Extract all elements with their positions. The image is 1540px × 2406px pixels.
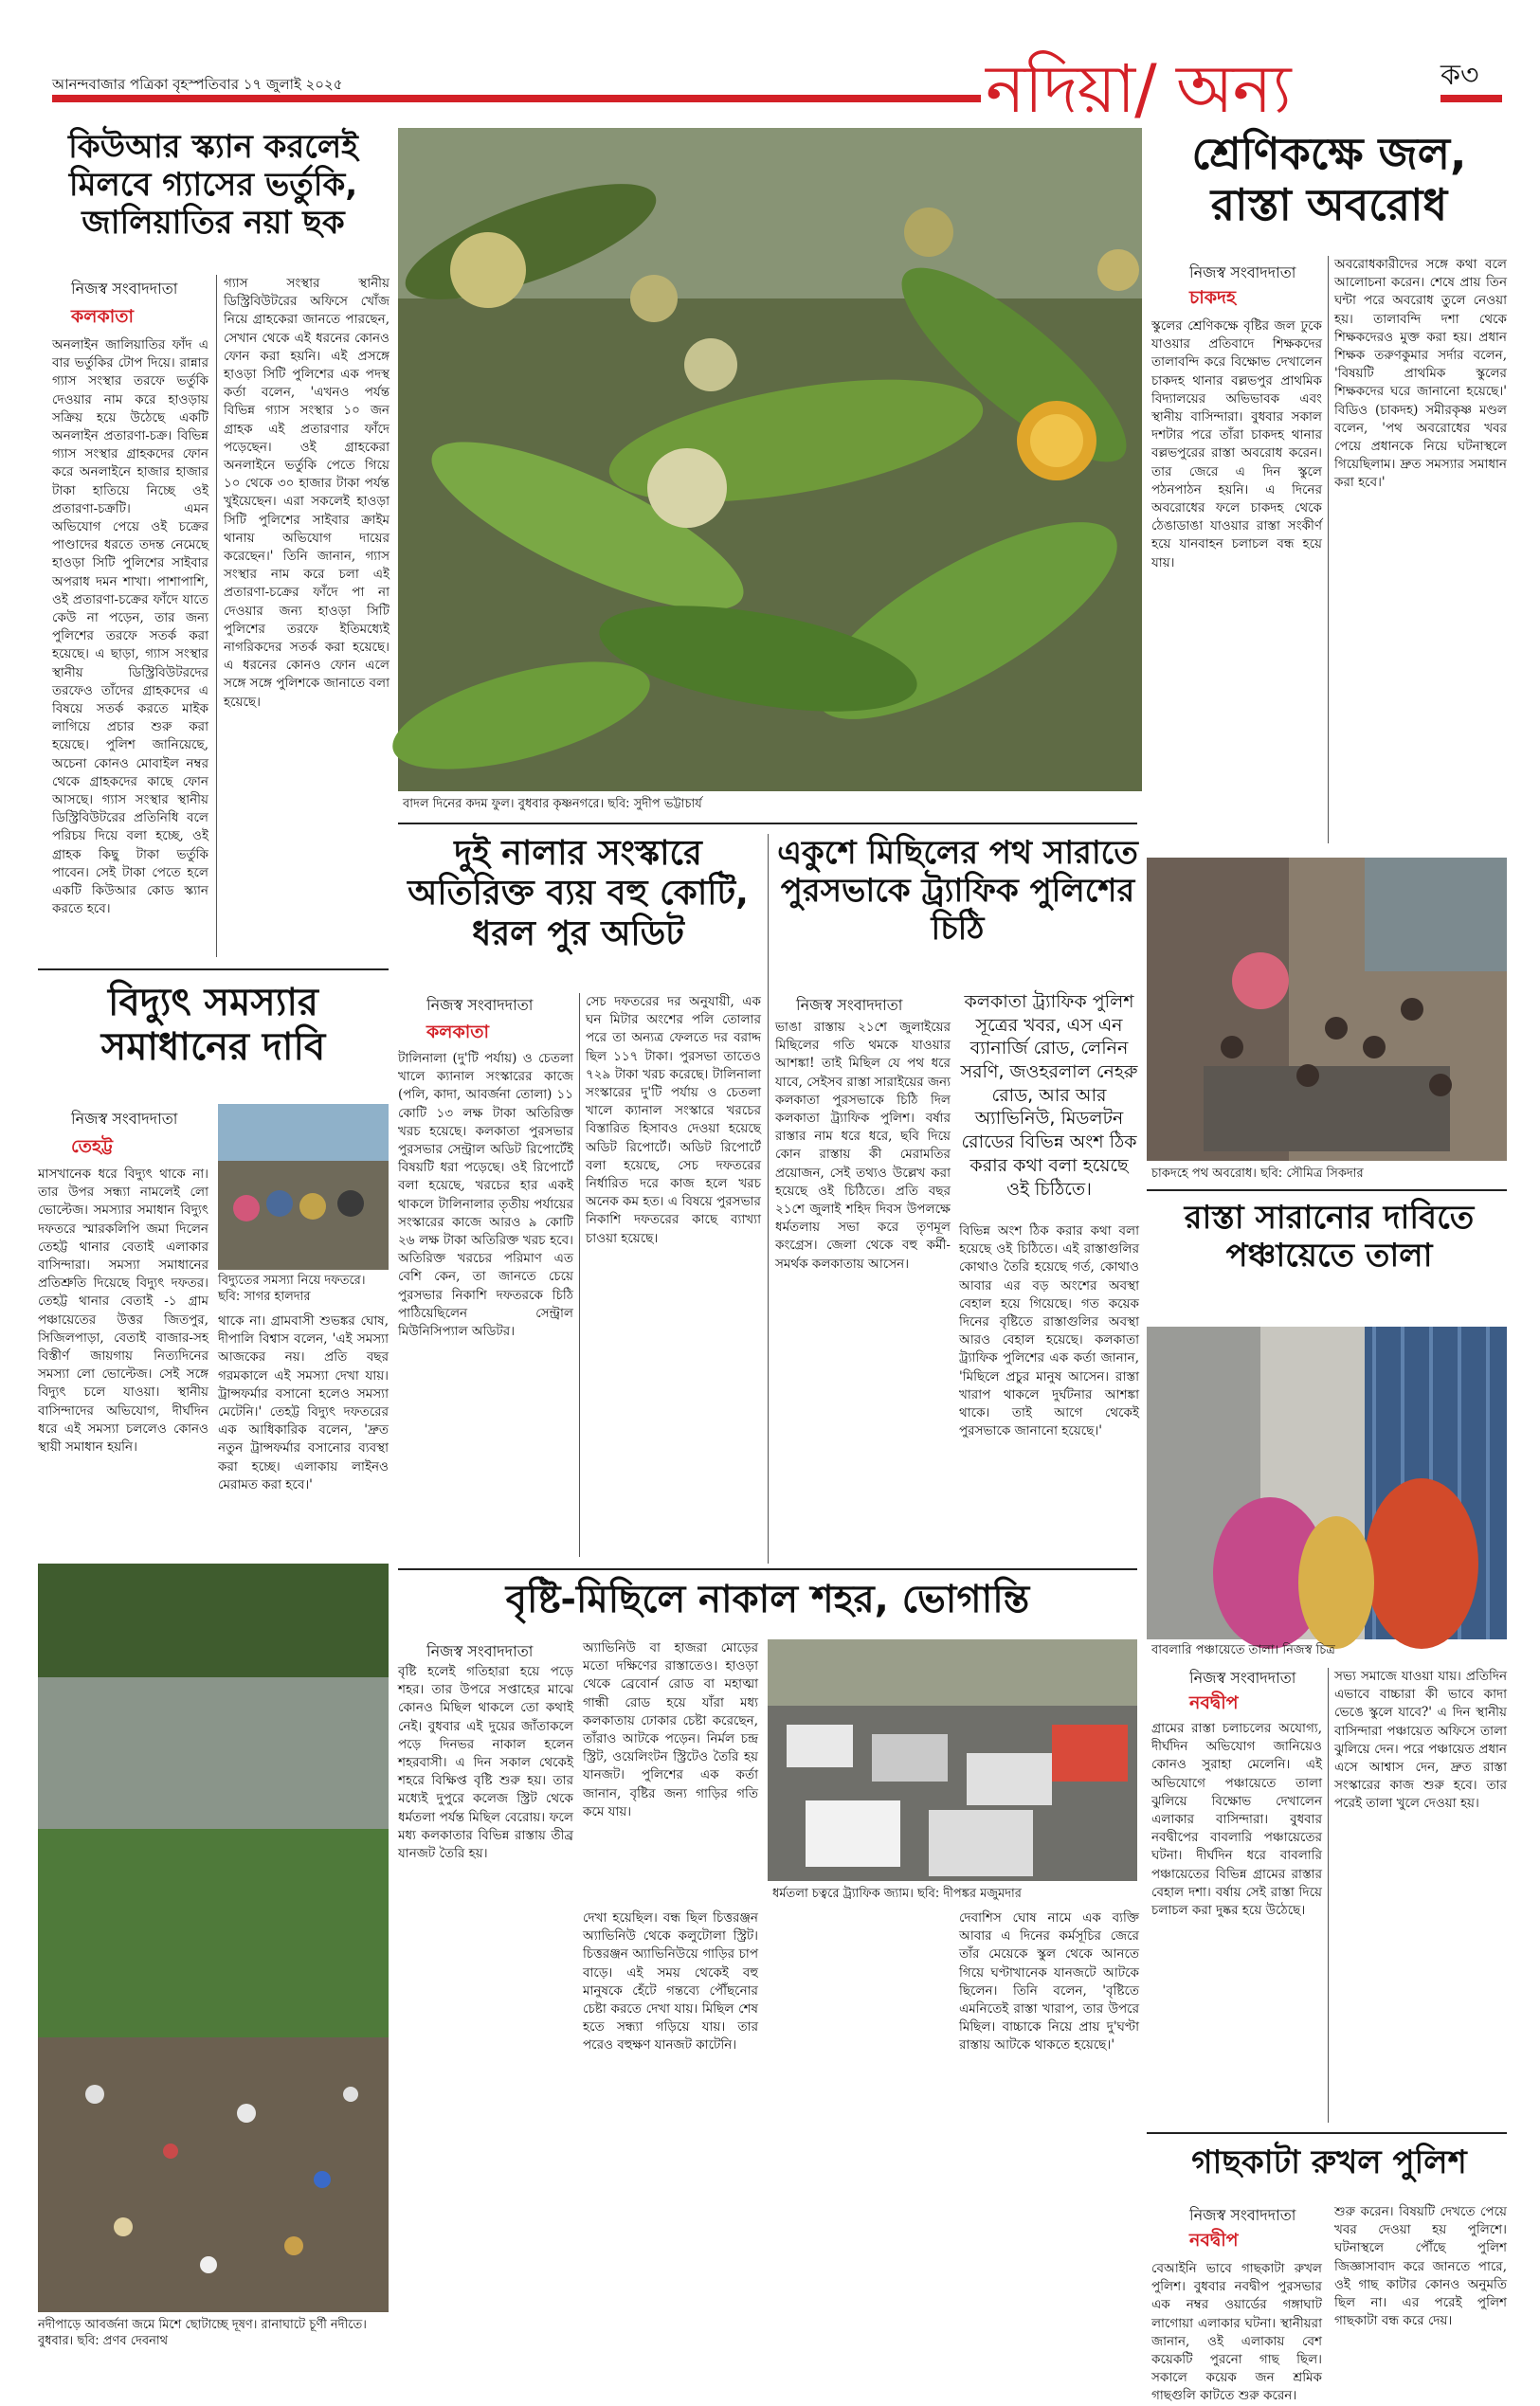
qr-col1: অনলাইন জালিয়াতির ফাঁদ এ বার ভর্তুকির টোপ দিয়ে। রান্নার গ্যাস সংস্থার তরফে ভর্তুকি দেওয়ার নাম করে হাওড়ায় সক্রিয় হয়ে উঠেছে একটি অনলাইন প্রতারণা-চক্র। বিভিন্ন গ্যাস সংস্থার গ্রাহকদের ফোন করে অনলাইনে হাজার হাজার টাকা হাতিয়ে নিচ্ছে ওই প্রতারণা-চক্রটি। এমন অভিযোগ পেয়ে ওই চক্রের পাণ্ডাদের ধরতে তদন্ত নেমেছে হাওড়া সিটি পুলিশের সাইবার অপরাধ দমন শাখা। পাশাপাশি, ওই প্রতারণা-চক্রের ফাঁদে যাতে কেউ না পড়েন, তার জন্য পুলিশের তরফে সতর্ক করা হয়েছে। এ ছাড়া, গ্যাস সংস্থার স্থানীয় ডিস্ট্রিবিউটরদের তরফেও তাঁদের গ্রাহকদের এ বিষয়ে সতর্ক করতে মাইক লাগিয়ে প্রচার শুরু করা হয়েছে। পুলিশ জানিয়েছে, অচেনা কোনও মোবাইল নম্বর থেকে গ্রাহকদের কাছে ফোন আসছে। গ্যাস সংস্থার স্থানীয় ডিস্ট্রিবিউটরের প্রতিনিধি বলে পরিচয় দিয়ে বলা হচ্ছে, ওই গ্রাহক কিছু টাকা ভর্তুকি পাবেন। সেই টাকা পেতে হলে একটি কিউআর কোড স্ক্যান করতে হবে।	[52, 337, 208, 917]
rain-col4: দেবাশিস ঘোষ নামে এক ব্যক্তি আবার এ দিনের কর্মসূচির জেরে তাঁর মেয়েকে স্কুল থেকে আনতে গিয়ে ঘণ্টাখানেক যানজটে আটকে ছিলেন। তিনি বলেন, 'বৃষ্টিতে এমনিতেই রাস্তা খারাপ, তার উপরে মিছিল। বাচ্চাকে নিয়ে প্রায় দু'ঘণ্টা রাস্তায় আটকে থাকতে হয়েছে।'	[959, 1910, 1139, 2053]
header-red-bar-right	[1440, 95, 1502, 102]
power-headline: বিদ্যুৎ সমস্যার সমাধানের দাবি	[100, 981, 326, 1070]
rain-col1: বৃষ্টি হলেই গতিহারা হয়ে পড়ে শহর। তার উপরে সপ্তাহের মাঝে কোনও মিছিল থাকলে তো কথাই নেই। বুধবার এই দুয়ের জাঁতাকলে পড়ে দিনভর নাকাল হলেন শহরবাসী। এ দিন সকাল থেকেই শহরে বিক্ষিপ্ত বৃষ্টি শুরু হয়। তার মধ্যেই দুপুরে কলেজ স্ট্রিট থেকে ধর্মতলা পর্যন্ত মিছিল বেরোয়। ফলে মধ্য কলকাতার বিভিন্ন রাস্তায় তীব্র যানজট তৈরি হয়।	[398, 1664, 573, 1862]
road-col1: গ্রামের রাস্তা চলাচলের অযোগ্য, দীর্ঘদিন অভিযোগ জানিয়েও কোনও সুরাহা মেলেনি। এই অভিযোগে পঞ্চায়েতে তালা ঝুলিয়ে বিক্ষোভ দেখালেন এলাকার বাসিন্দারা। বুধবার নবদ্বীপের বাবলারি পঞ্চায়েতের ঘটনা। দীর্ঘদিন ধরে বাবলারি পঞ্চায়েতের বিভিন্ন গ্রামের রাস্তার বেহাল দশা। বর্ষায় সেই রাস্তা দিয়ে চলাচল করা দুষ্কর হয়ে উঠেছে।	[1151, 1721, 1322, 1919]
drain-headline: দুই নালার সংস্কারে অতিরিক্ত ব্যয় বহু কোটি, ধরল পুর অডিট	[408, 834, 749, 953]
river-photo-caption: নদীপাড়ে আবর্জনা জমে মিশে ছোটাচ্ছে দূষণ। রানাঘাটে চূর্ণী নদীতে। বুধবার। ছবি: প্রণব দেবনাথ	[38, 2318, 367, 2348]
road-panchayat-photo	[1147, 1327, 1507, 1639]
kadam-flower-photo	[398, 128, 1142, 791]
header-red-bar-left	[52, 95, 981, 102]
road-byline: নিজস্ব সংবাদদাতা	[1189, 1669, 1296, 1687]
river-garbage-photo	[38, 1564, 389, 2312]
power-location: তেহট্ট	[71, 1136, 113, 1157]
qr-col-divider	[216, 275, 217, 957]
tree-col2: শুরু করেন। বিষয়টি দেখতে পেয়ে খবর দেওয়া হয় পুলিশে। ঘটনাস্থলে পৌঁছে পুলিশ জিজ্ঞাসাবাদ করে জানতে পারে, ওই গাছ কাটার কোনও অনুমতি ছিল না। এর পরেই পুলিশ গাছকাটা বন্ধ করে দেয়।	[1334, 2204, 1507, 2329]
power-byline: নিজস্ব সংবাদদাতা	[71, 1110, 178, 1128]
rain-headline: বৃষ্টি-মিছিলে নাকাল শহর, ভোগান্তি	[505, 1578, 1030, 1621]
road-headline: রাস্তা সারানোর দাবিতে পঞ্চায়েতে তালা	[1184, 1199, 1475, 1275]
kadam-photo-caption: বাদল দিনের কদম ফুল। বুধবার কৃষ্ণনগরে। ছবি: সুদীপ ভট্টাচার্য	[403, 797, 702, 811]
classroom-col-divider	[1328, 256, 1329, 843]
classroom-photo-caption: চাকদহে পথ অবরোধ। ছবি: সৌমিত্র সিকদার	[1151, 1167, 1364, 1181]
rally-col2: বিভিন্ন অংশ ঠিক করার কথা বলা হয়েছে ওই চিঠিতে। এই রাস্তাগুলির কোথাও তৈরি হয়েছে গর্ত, কোথাও আবার এর বড় অংশের অবস্থা বেহাল হয়ে গিয়েছে। গত কয়েক দিনের বৃষ্টিতে রাস্তাগুলির অবস্থা আরও বেহাল হয়েছে। কলকাতা ট্র্যাফিক পুলিশের এক কর্তা জানান, 'মিছিলে প্রচুর মানুষ আসেন। রাস্তা খারাপ থাকলে দুর্ঘটনার আশঙ্কা থাকে। তাই আগে থেকেই পুরসভাকে জানানো হয়েছে।'	[959, 1223, 1139, 1439]
qr-headline: কিউআর স্ক্যান করলেই মিলবে গ্যাসের ভর্তুকি, জালিয়াতির নয়া ছক	[68, 128, 358, 243]
rain-col3: দেখা হয়েছিল। বন্ধ ছিল চিত্তরঞ্জন অ্যাভিনিউ থেকে কলুটোলা স্ট্রিট। চিত্তরঞ্জন অ্যাভিনিউয়ে গাড়ির চাপ বাড়ে। এই সময় থেকেই বহু মানুষকে হেঁটে গন্তব্যে পৌঁছনোর চেষ্টা করতে দেখা যায়। মিছিল শেষ হতে সন্ধ্যা গড়িয়ে যায়। তার পরেও বহুক্ষণ যানজট কাটেনি।	[583, 1910, 758, 2053]
rain-byline: নিজস্ব সংবাদদাতা	[426, 1642, 534, 1660]
rain-traffic-photo	[768, 1639, 1137, 1881]
drain-col1: টালিনালা (দু'টি পর্যায়) ও চেতলা খালে ক্যানাল সংস্কারের কাজে (পলি, কাদা, আবর্জনা তোলা) ১১ কোটি ১৩ লক্ষ টাকা অতিরিক্ত খরচ হয়েছে। কলকাতা পুরসভার পুরসভার সেন্ট্রাল অডিট রিপোর্টেই বিষয়টি ধরা পড়েছে। ওই রিপোর্টে বলা হয়েছে, খরচের হার একই থাকলে টালিনালার তৃতীয় পর্যায়ের সংস্কারের কাজে আরও ৯ কোটি ২৬ লক্ষ টাকা অতিরিক্ত খরচ হবে। অতিরিক্ত খরচের পরিমাণ এত বেশি কেন, তা জানতে চেয়ে পুরসভার নিকাশি দফতরকে চিঠি পাঠিয়েছিলেন সেন্ট্রাল মিউনিসিপ্যাল অডিটর।	[398, 1051, 573, 1340]
road-col-divider	[1328, 1668, 1329, 2123]
drain-byline: নিজস্ব সংবাদদাতা	[426, 996, 534, 1014]
center-rule-2	[398, 1568, 1137, 1570]
tree-location: নবদ্বীপ	[1189, 2230, 1239, 2251]
rain-col2: অ্যাভিনিউ বা হাজরা মোড়ের মতো দক্ষিণের রাস্তাতেও। হাওড়া থেকে ব্রেবোর্ন রোড বা মহাত্মা গান্ধী রোড হয়ে যাঁরা মধ্য কলকাতায় ঢোকার চেষ্টা করেছেন, তাঁরাও আটকে পড়েন। নির্মল চন্দ্র স্ট্রিট, ওয়েলিংটন স্ট্রিটেও তৈরি হয় যানজট। পুলিশের এক কর্তা জানান, বৃষ্টির জন্য গাড়ির গতি কমে যায়।	[583, 1640, 758, 1819]
center-divider	[768, 834, 769, 1564]
tree-byline: নিজস্ব সংবাদদাতা	[1189, 2206, 1296, 2224]
classroom-headline: শ্রেণিকক্ষে জল, রাস্তা অবরোধ	[1191, 128, 1467, 231]
qr-byline: নিজস্ব সংবাদদাতা	[71, 280, 178, 298]
power-col1: মাসখানেক ধরে বিদ্যুৎ থাকে না। তার উপর সন্ধ্যা নামলেই লো ভোল্টেজ। সমস্যার সমাধান বিদ্যুৎ দফতরে স্মারকলিপি জমা দিলেন তেহট্ট থানার বেতাই এলাকার বাসিন্দারা। সমস্যা সমাধানের প্রতিশ্রুতি দিয়েছে বিদ্যুৎ দফতর। তেহট্ট থানার বেতাই -১ গ্রাম পঞ্চায়েতের উত্তর জিতপুর, সিজিলপাড়া, বেতাই বাজার-সহ বিস্তীর্ণ জায়গায় নিত্যদিনের সমস্যা লো ভোল্টেজ। সেই সঙ্গে বিদ্যুৎ চলে যাওয়া। স্থানীয় বাসিন্দাদের অভিযোগ, দীর্ঘদিন ধরে এই সমস্যা চললেও কোনও স্থায়ী সমাধান হয়নি।	[38, 1167, 208, 1456]
center-rule-1	[398, 823, 1137, 824]
drain-col2: সেচ দফতরের দর অনুযায়ী, এক ঘন মিটার অংশের পলি তোলার পরে তা অন্যত্র ফেলতে দর বরাদ্দ ছিল ১১৭ টাকা। পুরসভা তাতেও ৭২৯ টাকা খরচ করেছে। টালিনালা সংস্কারের দু'টি পর্যায় ও চেতলা খালে ক্যানাল সংস্কারে খরচের বিস্তারিত হিসাবও দেওয়া হয়েছে অডিট রিপোর্টে। অডিট রিপোর্টে বলা হয়েছে, সেচ দফতরের নির্ধারিত দরে কাজ হলে খরচ অনেক কম হত। এ বিষয়ে পুরসভার নিকাশি দফতরের কাছে ব্যাখ্যা চাওয়া হয়েছে।	[586, 994, 761, 1246]
section-title: নদিয়া/ অন্য	[986, 50, 1291, 128]
rally-pull-quote: কলকাতা ট্র্যাফিক পুলিশ সূত্রের খবর, এস এন ব্যানার্জি রোড, লেনিন সরণি, জওহরলাল নেহরু রোড, আর আর অ্যাভিনিউ, মিডলটন রোডের বিভিন্ন অংশ ঠিক করার কথা বলা হয়েছে ওই চিঠিতে।	[960, 991, 1138, 1200]
drain-col-divider	[579, 993, 580, 1557]
classroom-byline: নিজস্ব সংবাদদাতা	[1189, 263, 1296, 281]
classroom-col2: অবরোধকারীদের সঙ্গে কথা বলে আলোচনা করেন। শেষে প্রায় তিন ঘন্টা পরে অবরোধ তুলে নেওয়া হয়। তালাবন্দি দশা থেকে শিক্ষকদেরও মুক্ত করা হয়। প্রধান শিক্ষক তরুণকুমার সর্দার বলেন, 'বিষয়টি প্রাথমিক স্কুলের শিক্ষকদের ঘরে জানানো হয়েছে।' বিডিও (চাকদহ) সমীরকৃষ্ণ মণ্ডল বলেন, 'পথ অবরোধের খবর পেয়ে প্রধানকে নিয়ে ঘটনাস্থলে গিয়েছিলাম। দ্রুত সমস্যার সমাধান করা হবে।'	[1334, 257, 1507, 491]
classroom-col1: স্কুলের শ্রেণিকক্ষে বৃষ্টির জল ঢুকে যাওয়ার প্রতিবাদে শিক্ষকদের তালাবন্দি করে বিক্ষোভ দেখালেন চাকদহ থানার বল্লভপুর প্রাথমিক বিদ্যালয়ের অভিভাবক এবং স্থানীয় বাসিন্দারা। বুধবার সকাল দশটার পরে তাঁরা চাকদহ থানার বল্লভপুরের রাস্তা অবরোধ করেন। তার জেরে এ দিন স্কুলে পঠনপাঠন হয়নি। এ দিনের অবরোধের ফলে চাকদহ থেকে ঠেঙাডাঙা যাওয়ার রাস্তা সংকীর্ণ হয়ে যানবাহন চলাচল বন্ধ হয়ে যায়।	[1151, 318, 1322, 570]
classroom-protest-photo	[1147, 858, 1507, 1161]
road-location: নবদ্বীপ	[1189, 1692, 1239, 1713]
tree-headline: গাছকাটা রুখল পুলিশ	[1191, 2144, 1467, 2181]
left-col-rule	[38, 968, 389, 970]
right-col-rule-1	[1147, 1189, 1507, 1191]
power-photo-caption: বিদ্যুতের সমস্যা নিয়ে দফতরে। ছবি: সাগর হালদার	[218, 1274, 366, 1304]
qr-location: কলকাতা	[71, 306, 135, 327]
classroom-location: চাকদহ	[1189, 287, 1237, 308]
right-col-rule-2	[1147, 2132, 1507, 2134]
power-office-photo	[218, 1104, 389, 1270]
road-photo-caption: বাবলারি পঞ্চায়েতে তালা। নিজস্ব চিত্র	[1151, 1643, 1335, 1657]
power-col2: থাকে না। গ্রামবাসী শুভঙ্কর ঘোষ, দীপালি বিশ্বাস বলেন, 'এই সমস্যা আজকের নয়। প্রতি বছর গরমকালে এই সমস্যা দেখা যায়। ট্রান্সফর্মার বসানো হলেও সমস্যা মেটেনি।' তেহট্ট বিদ্যুৎ দফতরের এক আধিকারিক বলেন, 'দ্রুত নতুন ট্রান্সফর্মার বসানোর ব্যবস্থা করা হচ্ছে। এলাকায় লাইনও মেরামত করা হবে।'	[218, 1313, 389, 1492]
masthead-date: আনন্দবাজার পত্রিকা বৃহস্পতিবার ১৭ জুলাই ২০২৫	[52, 76, 343, 93]
tree-col1: বেআইনি ভাবে গাছকাটা রুখল পুলিশ। বুধবার নবদ্বীপ পুরসভার এক নম্বর ওয়ার্ডের গঙ্গাঘাট লাগোয়া এলাকার ঘটনা। স্থানীয়রা জানান, ওই এলাকায় বেশ কয়েকটি পুরনো গাছ ছিল। সকালে কয়েক জন শ্রমিক গাছগুলি কাটতে শুরু করেন।	[1151, 2261, 1322, 2404]
rally-headline: একুশে মিছিলের পথ সারাতে পুরসভাকে ট্র্যাফিক পুলিশের চিঠি	[777, 834, 1138, 949]
drain-location: কলকাতা	[426, 1022, 490, 1042]
qr-col2: গ্যাস সংস্থার স্থানীয় ডিস্ট্রিবিউটরের অফিসে খোঁজ নিয়ে গ্রাহকেরা জানতে পারছেন, সেখান থেকে এই ধরনের কোনও ফোন করা হয়নি। এই প্রসঙ্গে হাওড়া সিটি পুলিশের এক পদস্থ কর্তা বলেন, 'এখনও পর্যন্ত বিভিন্ন গ্যাস সংস্থার ১০ জন গ্রাহক এই প্রতারণার ফাঁদে পড়েছেন। ওই গ্রাহকেরা অনলাইনে ভর্তুকি পেতে গিয়ে ১০ থেকে ৩০ হাজার টাকা পর্যন্ত খুইয়েছেন। এরা সকলেই হাওড়া সিটি পুলিশের সাইবার ক্রাইম থানায় অভিযোগ দায়ের করেছেন।' তিনি জানান, গ্যাস সংস্থার নাম করে চলা এই প্রতারণা-চক্রের ফাঁদে পা না দেওয়ার জন্য হাওড়া সিটি পুলিশের তরফে ইতিমধ্যেই নাগরিকদের সতর্ক করা হয়েছে। এ ধরনের কোনও ফোন এলে সঙ্গে সঙ্গে পুলিশকে জানাতে বলা হয়েছে।	[224, 276, 390, 710]
rally-col1: ভাঙা রাস্তায় ২১শে জুলাইয়ের মিছিলের গতি থমকে যাওয়ার আশঙ্কা! তাই মিছিল যে পথ ধরে যাবে, সেইসব রাস্তা সারাইয়ের জন্য কলকাতা পুরসভাকে চিঠি দিল কলকাতা ট্র্যাফিক পুলিশ। বর্ষার রাস্তার নাম ধরে ধরে, ছবি দিয়ে কোন রাস্তায় কী মেরামতির প্রয়োজন, সেই তথ্যও উল্লেখ করা হয়েছে ওই চিঠিতে। প্রতি বছর ২১শে জুলাই শহিদ দিবস উপলক্ষে ধর্মতলায় সভা করে তৃণমূল কংগ্রেস। জেলা থেকে বহু কর্মী-সমর্থক কলকাতায় আসেন।	[775, 1020, 951, 1272]
rain-photo-caption: ধর্মতলা চত্বরে ট্র্যাফিক জ্যাম। ছবি: দীপঙ্কর মজুমদার	[772, 1887, 1022, 1901]
rally-byline: নিজস্ব সংবাদদাতা	[796, 996, 903, 1014]
road-col2: সভ্য সমাজে যাওয়া যায়। প্রতিদিন এভাবে বাচ্চারা কী ভাবে কাদা ভেঙে স্কুলে যাবে?' এ দিন স্থানীয় বাসিন্দারা পঞ্চায়েত অফিসে তালা ঝুলিয়ে দেন। পরে পঞ্চায়েত প্রধান এসে আশ্বাস দেন, দ্রুত রাস্তা সংস্কারের কাজ শুরু হবে। তার পরেই তালা খুলে দেওয়া হয়।	[1334, 1669, 1507, 1812]
page-number: ক৩	[1440, 59, 1479, 92]
